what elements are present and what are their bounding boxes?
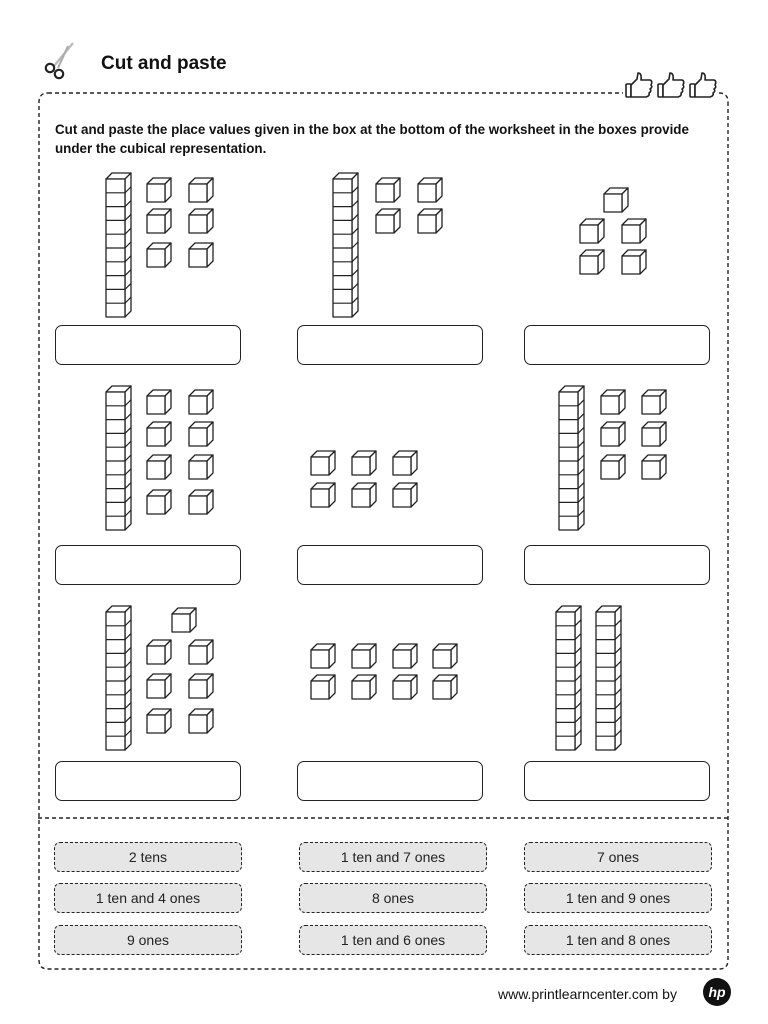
worksheet-title: Cut and paste [101,53,227,74]
answer-box-7[interactable] [55,761,241,801]
answer-box-1[interactable] [55,325,241,365]
footer-website-text[interactable]: www.printlearncenter.com by [498,986,677,1002]
choice-label[interactable]: 1 ten and 9 ones [524,883,712,913]
choice-label[interactable]: 7 ones [524,842,712,872]
choice-label[interactable]: 1 ten and 8 ones [524,925,712,955]
choice-label[interactable]: 9 ones [54,925,242,955]
answer-box-6[interactable] [524,545,710,585]
worksheet-frame [38,92,730,970]
choice-label[interactable]: 1 ten and 7 ones [299,842,487,872]
hp-logo-icon [702,977,732,1007]
instructions-text: Cut and paste the place values given in the box at the bottom of the worksheet in the boxes provide under the cubical representation. [55,122,689,156]
answer-box-3[interactable] [524,325,710,365]
scissors-icon [40,40,80,82]
choice-label[interactable]: 2 tens [54,842,242,872]
choice-label[interactable]: 1 ten and 4 ones [54,883,242,913]
svg-text:hp: hp [708,984,726,1000]
cut-line [38,817,730,819]
answer-box-5[interactable] [297,545,483,585]
answer-box-2[interactable] [297,325,483,365]
choice-label[interactable]: 8 ones [299,883,487,913]
answer-box-9[interactable] [524,761,710,801]
choice-label[interactable]: 1 ten and 6 ones [299,925,487,955]
answer-box-4[interactable] [55,545,241,585]
answer-box-8[interactable] [297,761,483,801]
